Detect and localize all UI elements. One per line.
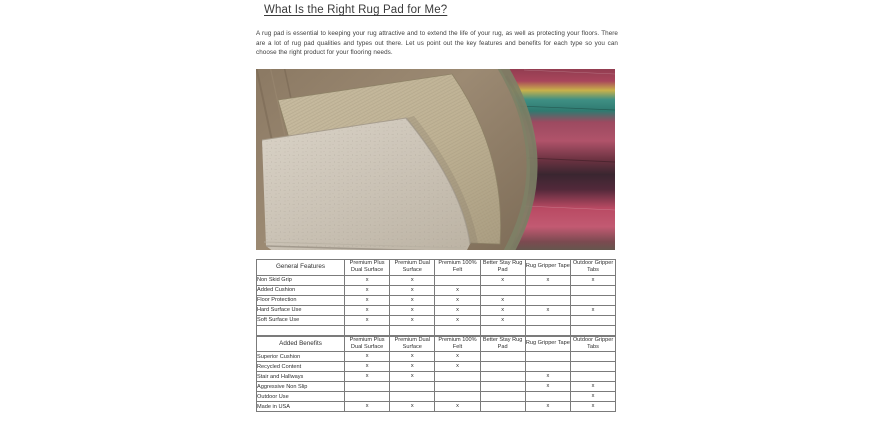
cell-non-skid-grip-1: x [390,275,435,285]
column-header-rug-gripper-tape: Rug Gripper Tape [525,259,570,275]
row-label-recycled-content: Recycled Content [257,362,345,372]
cell-hard-surface-use-5: x [570,305,615,315]
cell-non-skid-grip-4: x [525,275,570,285]
cell-recycled-content-3 [480,362,525,372]
cell-recycled-content-0: x [345,362,390,372]
cell-hard-surface-use-2: x [435,305,480,315]
cell-made-in-usa-2: x [435,402,480,412]
row-label-non-skid-grip: Non Skid Grip [257,275,345,285]
cell-soft-surface-use-3: x [480,315,525,325]
cell-outdoor-use-2 [435,392,480,402]
cell-hard-surface-use-1: x [390,305,435,315]
row-label-aggressive-non-slip: Aggressive Non Slip [257,382,345,392]
cell-floor-protection-1: x [390,295,435,305]
cell-recycled-content-1: x [390,362,435,372]
general-features-table [256,259,616,336]
column-header-outdoor-gripper-tabs: Outdoor Gripper Tabs [570,259,615,275]
cell-non-skid-grip-2 [435,275,480,285]
cell-non-skid-grip-0: x [345,275,390,285]
table-spacer-row [257,325,616,335]
cell-superior-cushion-2: x [435,352,480,362]
added-benefits-table [256,336,616,413]
table-row [257,275,616,285]
cell-floor-protection-4 [525,295,570,305]
row-label-superior-cushion: Superior Cushion [257,352,345,362]
cell-outdoor-use-3 [480,392,525,402]
cell-stair-and-hallways-5 [570,372,615,382]
column-header-premium-100-felt-2: Premium 100% Felt [435,336,480,352]
cell-superior-cushion-0: x [345,352,390,362]
cell-stair-and-hallways-3 [480,372,525,382]
column-header-rug-gripper-tape-2: Rug Gripper Tape [525,336,570,352]
column-header-premium-plus-dual-surface: Premium Plus Dual Surface [345,259,390,275]
cell-soft-surface-use-2: x [435,315,480,325]
column-header-premium-plus-dual-surface-2: Premium Plus Dual Surface [345,336,390,352]
cell-stair-and-hallways-0: x [345,372,390,382]
added-benefits-header: Added Benefits [257,336,345,352]
cell-recycled-content-2: x [435,362,480,372]
row-label-added-cushion: Added Cushion [257,285,345,295]
cell-recycled-content-5 [570,362,615,372]
column-header-better-stay-rug-pad-2: Better Stay Rug Pad [480,336,525,352]
cell-aggressive-non-slip-4: x [525,382,570,392]
cell-recycled-content-4 [525,362,570,372]
general-features-header: General Features [257,259,345,275]
cell-stair-and-hallways-4: x [525,372,570,382]
table-row [257,382,616,392]
cell-made-in-usa-0: x [345,402,390,412]
content-column [256,0,618,412]
column-header-outdoor-gripper-tabs-2: Outdoor Gripper Tabs [570,336,615,352]
column-header-premium-100-felt: Premium 100% Felt [435,259,480,275]
spacer-cell-5 [525,325,570,335]
cell-outdoor-use-5: x [570,392,615,402]
cell-added-cushion-4 [525,285,570,295]
cell-soft-surface-use-4 [525,315,570,325]
cell-outdoor-use-1 [390,392,435,402]
row-label-outdoor-use: Outdoor Use [257,392,345,402]
table-row [257,352,616,362]
table-header-row [257,259,616,275]
cell-stair-and-hallways-1: x [390,372,435,382]
cell-soft-surface-use-0: x [345,315,390,325]
cell-hard-surface-use-4: x [525,305,570,315]
table-row [257,285,616,295]
rug-pad-photo [256,66,615,253]
cell-hard-surface-use-3: x [480,305,525,315]
cell-floor-protection-0: x [345,295,390,305]
cell-soft-surface-use-5 [570,315,615,325]
cell-superior-cushion-5 [570,352,615,362]
row-label-made-in-usa: Made in USA [257,402,345,412]
table-row [257,372,616,382]
spacer-cell-4 [480,325,525,335]
page-title: What Is the Right Rug Pad for Me? [264,4,448,16]
spacer-cell-0 [257,325,345,335]
spacer-cell-6 [570,325,615,335]
cell-floor-protection-2: x [435,295,480,305]
table-row [257,305,616,315]
cell-superior-cushion-4 [525,352,570,362]
row-label-stair-and-hallways: Stair and Hallways [257,372,345,382]
cell-non-skid-grip-5: x [570,275,615,285]
cell-added-cushion-0: x [345,285,390,295]
cell-aggressive-non-slip-0 [345,382,390,392]
cell-outdoor-use-4 [525,392,570,402]
cell-superior-cushion-1: x [390,352,435,362]
cell-aggressive-non-slip-3 [480,382,525,392]
column-header-better-stay-rug-pad: Better Stay Rug Pad [480,259,525,275]
table-row [257,392,616,402]
table-row [257,362,616,372]
cell-made-in-usa-3 [480,402,525,412]
row-label-floor-protection: Floor Protection [257,295,345,305]
cell-non-skid-grip-3: x [480,275,525,285]
cell-added-cushion-5 [570,285,615,295]
spacer-cell-2 [390,325,435,335]
table-header-row [257,336,616,352]
table-row [257,295,616,305]
row-label-soft-surface-use: Soft Surface Use [257,315,345,325]
spacer-cell-3 [435,325,480,335]
cell-made-in-usa-1: x [390,402,435,412]
cell-added-cushion-3 [480,285,525,295]
cell-hard-surface-use-0: x [345,305,390,315]
cell-outdoor-use-0 [345,392,390,402]
spacer-cell-1 [345,325,390,335]
cell-made-in-usa-4: x [525,402,570,412]
cell-floor-protection-5 [570,295,615,305]
intro-paragraph: A rug pad is essential to keeping your rug attractive and to extend the life of your rug, as well as protecting your floors. There are a lot of rug pad qualities and types out there. Let us point out the key features and benefits for each type so you can choose the right product for your flooring needs. [256,30,618,57]
cell-superior-cushion-3 [480,352,525,362]
cell-stair-and-hallways-2 [435,372,480,382]
cell-aggressive-non-slip-5: x [570,382,615,392]
row-label-hard-surface-use: Hard Surface Use [257,305,345,315]
cell-soft-surface-use-1: x [390,315,435,325]
cell-aggressive-non-slip-1 [390,382,435,392]
cell-added-cushion-2: x [435,285,480,295]
cell-added-cushion-1: x [390,285,435,295]
table-row [257,402,616,412]
column-header-premium-dual-surface: Premium Dual Surface [390,259,435,275]
table-row [257,315,616,325]
cell-floor-protection-3: x [480,295,525,305]
column-header-premium-dual-surface-2: Premium Dual Surface [390,336,435,352]
cell-made-in-usa-5: x [570,402,615,412]
cell-aggressive-non-slip-2 [435,382,480,392]
